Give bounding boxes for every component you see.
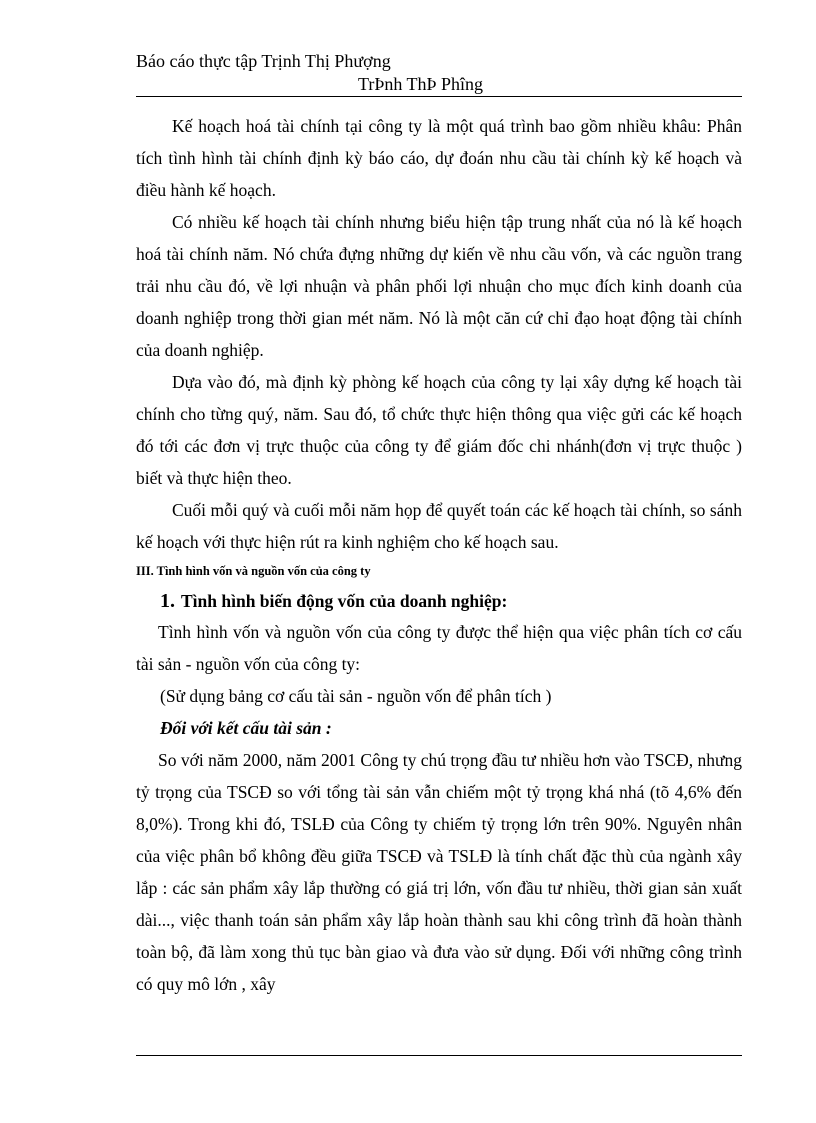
header-author-garbled: TrÞnh ThÞ Phîng bbox=[358, 74, 484, 94]
paragraph-quarterly-plan: Dựa vào đó, mà định kỳ phòng kế hoạch của công ty lại xây dựng kế hoạch tài chính cho từng quý, năm. Sau đó, tổ chức thực hiện thông qua việc gửi các kế hoạch đó tới các đơn vị trực thuộc của công ty để giám đốc chi nhánh(đơn vị trực thuộc ) biết và thực hiện theo. bbox=[136, 372, 742, 488]
header-divider bbox=[136, 96, 742, 97]
subsection-number: 1. bbox=[160, 590, 175, 612]
paragraph-annual-plan: Có nhiều kế hoạch tài chính nhưng biểu hiện tập trung nhất của nó là kế hoạch hoá tài chính năm. Nó chứa đựng những dự kiến về nhu cầu vốn, và các nguồn trang trải nhu cầu đó, về lợi nhuận và phân phối lợi nhuận cho mục đích kinh doanh của doanh nghiệp trong thời gian mét năm. Nó là một căn cứ chỉ đạo hoạt động tài chính của doanh nghiệp. bbox=[136, 212, 742, 360]
paragraph-settlement: Cuối mỗi quý và cuối mỗi năm họp để quyết toán các kế hoạch tài chính, so sánh kế hoạch với thực hiện rút ra kinh nghiệm cho kế hoạch sau. bbox=[136, 500, 742, 552]
header-title: Báo cáo thực tập Trịnh Thị Phượng bbox=[136, 51, 391, 71]
subsection-text: Tình hình biến động vốn của doanh nghiệp: bbox=[181, 591, 508, 611]
paragraph-capital-intro: Tình hình vốn và nguồn vốn của công ty được thể hiện qua việc phân tích cơ cấu tài sản - nguồn vốn của công ty: bbox=[136, 622, 742, 674]
paragraph-financial-planning: Kế hoạch hoá tài chính tại công ty là một quá trình bao gồm nhiều khâu: Phân tích tình hình tài chính định kỳ báo cáo, dự đoán nhu cầu tài chính kỳ kế hoạch và điều hành kế hoạch. bbox=[136, 116, 742, 200]
section-heading: III. Tình hình vốn và nguồn vốn của công ty bbox=[136, 564, 371, 578]
footer-divider bbox=[136, 1055, 742, 1056]
subsection-title bbox=[136, 586, 742, 616]
paragraph-note: (Sử dụng bảng cơ cấu tài sản - nguồn vốn để phân tích ) bbox=[160, 686, 552, 706]
paragraph-asset-structure: So với năm 2000, năm 2001 Công ty chú trọng đầu tư nhiều hơn vào TSCĐ, nhưng tỷ trọng của TSCĐ so với tổng tài sản vẫn chiếm một tỷ trọng khá nhá (tõ 4,6% đến 8,0%). Trong khi đó, TSLĐ của Công ty chiếm tỷ trọng lớn trên 90%. Nguyên nhân của việc phân bổ không đều giữa TSCĐ và TSLĐ là tính chất đặc thù của ngành xây lắp : các sản phẩm xây lắp thường có giá trị lớn, vốn đầu tư nhiều, thời gian sản xuất dài..., việc thanh toán sản phẩm xây lắp hoàn thành sau khi công trình đã hoàn thành toàn bộ, đã làm xong thủ tục bàn giao và đưa vào sử dụng. Đối với những công trình có quy mô lớn , xây bbox=[136, 750, 742, 994]
asset-structure-heading: Đối với kết cấu tài sản : bbox=[160, 718, 332, 738]
document-body bbox=[136, 110, 742, 1000]
